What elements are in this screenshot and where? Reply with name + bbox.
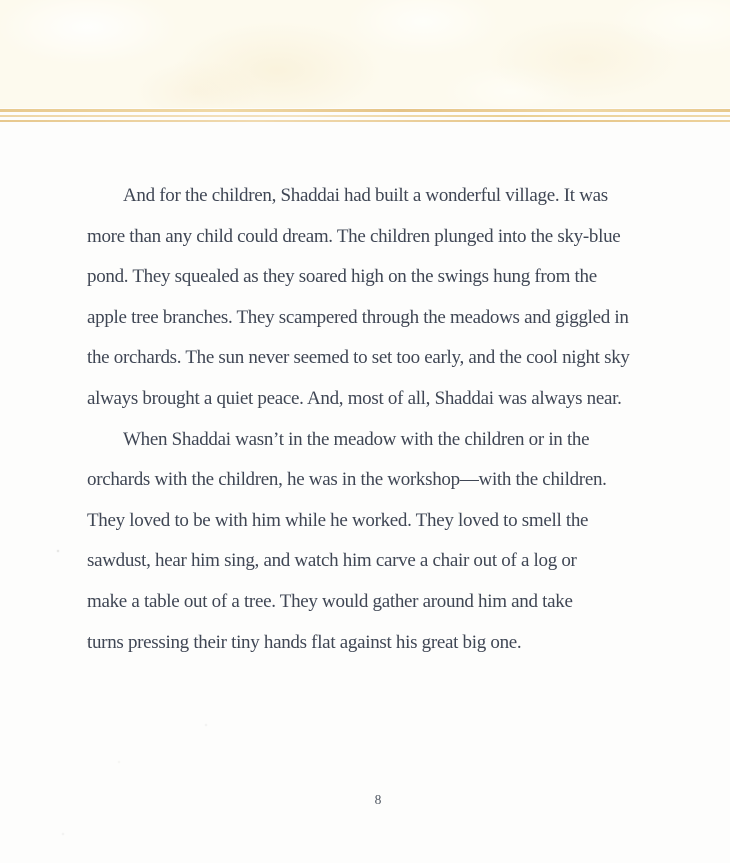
text-line: turns pressing their tiny hands flat against his great big one.: [87, 631, 522, 653]
text-line: always brought a quiet peace. And, most of all, Shaddai was always near.: [87, 387, 622, 409]
body-text: [87, 176, 669, 663]
text-line: And for the children, Shaddai had built a wonderful village. It was: [123, 185, 608, 206]
text-line: make a table out of a tree. They would gather around him and take: [87, 590, 573, 612]
gold-rule-middle: [0, 115, 730, 117]
scan-speckles: [0, 0, 2, 2]
text-line: pond. They squealed as they soared high on the swings hung from the: [87, 266, 597, 288]
text-line: orchards with the children, he was in the workshop—with the children.: [87, 469, 607, 491]
text-line: more than any child could dream. The children plunged into the sky-blue: [87, 225, 621, 247]
page-number: 8: [374, 792, 382, 807]
text-line: the orchards. The sun never seemed to set too early, and the cool night sky: [87, 347, 630, 369]
gold-rule-top: [0, 109, 730, 112]
text-line: apple tree branches. They scampered through the meadows and giggled in: [87, 306, 629, 328]
text-line: sawdust, hear him sing, and watch him carve a chair out of a log or: [87, 550, 577, 572]
text-line: When Shaddai wasn’t in the meadow with the children or in the: [123, 428, 590, 450]
gold-rule-bottom: [0, 120, 730, 122]
decorative-cream-band: [0, 0, 730, 108]
text-line: They loved to be with him while he worked. They loved to smell the: [87, 509, 589, 531]
